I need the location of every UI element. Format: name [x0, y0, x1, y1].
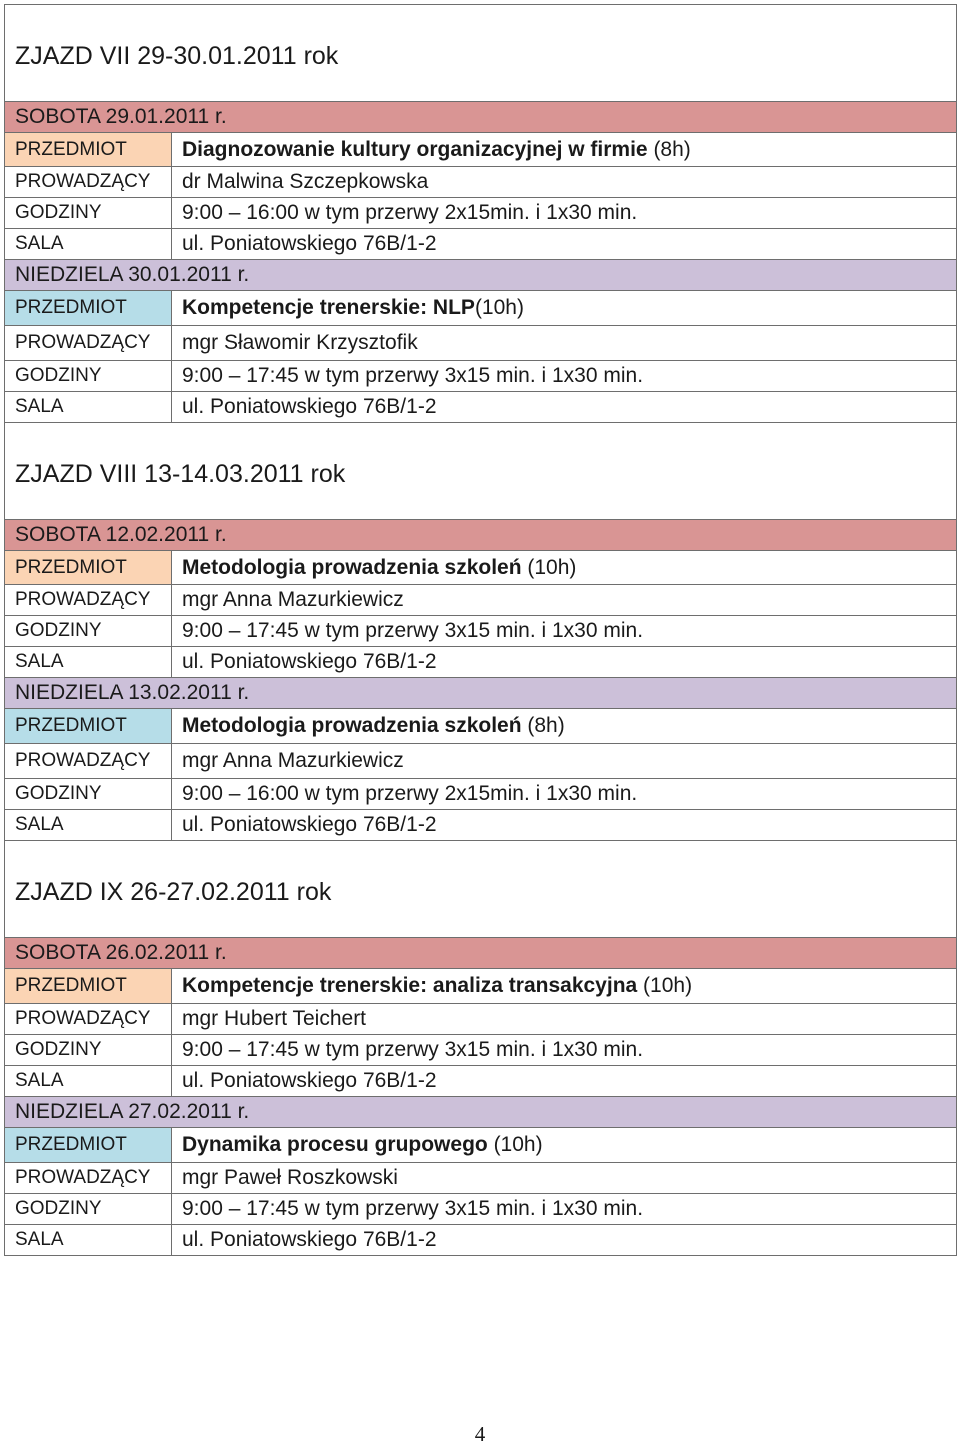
instructor-label: PROWADZĄCY: [5, 1004, 172, 1035]
day-header-saturday: [5, 520, 957, 551]
zjazd-header: [5, 841, 957, 938]
hours-row: [5, 1035, 957, 1066]
subject-value: [172, 969, 957, 1004]
instructor-value: mgr Anna Mazurkiewicz: [172, 744, 957, 779]
room-label: SALA: [5, 1066, 172, 1097]
subject-name: Kompetencje trenerskie: analiza transakcyjna: [182, 974, 638, 997]
schedule-document: [4, 4, 957, 1256]
room-value: ul. Poniatowskiego 76B/1-2: [172, 1066, 957, 1097]
subject-row: [5, 291, 957, 326]
day-header-saturday: [5, 938, 957, 969]
instructor-label: PROWADZĄCY: [5, 1163, 172, 1194]
hours-label: GODZINY: [5, 616, 172, 647]
subject-hours: (10h): [521, 555, 577, 579]
subject-label: PRZEDMIOT: [5, 551, 172, 585]
instructor-value: mgr Anna Mazurkiewicz: [172, 585, 957, 616]
hours-label: GODZINY: [5, 1035, 172, 1066]
hours-value: 9:00 – 17:45 w tym przerwy 3x15 min. i 1x30 min.: [172, 361, 957, 392]
day-header-saturday: [5, 102, 957, 133]
subject-row: [5, 551, 957, 585]
room-row: [5, 647, 957, 678]
subject-name: Dynamika procesu grupowego: [182, 1133, 488, 1156]
instructor-row: [5, 744, 957, 779]
instructor-value: mgr Hubert Teichert: [172, 1004, 957, 1035]
instructor-value: mgr Paweł Roszkowski: [172, 1163, 957, 1194]
subject-value: [172, 709, 957, 744]
subject-hours: (10h): [487, 1133, 543, 1156]
subject-hours: (8h): [521, 714, 565, 737]
hours-label: GODZINY: [5, 198, 172, 229]
day-header-sunday: [5, 678, 957, 709]
zjazd-header: [5, 423, 957, 520]
room-value: ul. Poniatowskiego 76B/1-2: [172, 392, 957, 423]
subject-value: [172, 1128, 957, 1163]
subject-name: Metodologia prowadzenia szkoleń: [182, 714, 522, 737]
subject-hours: (8h): [647, 137, 691, 161]
schedule-table: [4, 4, 957, 1256]
instructor-value: mgr Sławomir Krzysztofik: [172, 326, 957, 361]
subject-name: Diagnozowanie kultury organizacyjnej w firmie: [182, 137, 648, 161]
room-row: [5, 229, 957, 260]
room-label: SALA: [5, 647, 172, 678]
instructor-row: [5, 167, 957, 198]
hours-value: 9:00 – 17:45 w tym przerwy 3x15 min. i 1x30 min.: [172, 1194, 957, 1225]
instructor-label: PROWADZĄCY: [5, 744, 172, 779]
subject-row: [5, 133, 957, 167]
instructor-label: PROWADZĄCY: [5, 326, 172, 361]
instructor-row: [5, 1004, 957, 1035]
instructor-value: dr Malwina Szczepkowska: [172, 167, 957, 198]
subject-name: Kompetencje trenerskie: NLP: [182, 296, 475, 319]
subject-row: [5, 1128, 957, 1163]
room-label: SALA: [5, 810, 172, 841]
subject-value: [172, 133, 957, 167]
instructor-row: [5, 1163, 957, 1194]
room-row: [5, 810, 957, 841]
subject-label: PRZEDMIOT: [5, 133, 172, 167]
subject-label: PRZEDMIOT: [5, 291, 172, 326]
zjazd-title: ZJAZD VII 29-30.01.2011 rok: [15, 42, 339, 70]
subject-hours: (10h): [474, 296, 524, 319]
day-title: NIEDZIELA 27.02.2011 r.: [5, 1097, 957, 1128]
instructor-label: PROWADZĄCY: [5, 585, 172, 616]
room-label: SALA: [5, 1225, 172, 1256]
day-title: NIEDZIELA 13.02.2011 r.: [5, 678, 957, 709]
instructor-label: PROWADZĄCY: [5, 167, 172, 198]
subject-row: [5, 969, 957, 1004]
subject-row: [5, 709, 957, 744]
room-value: ul. Poniatowskiego 76B/1-2: [172, 229, 957, 260]
subject-label: PRZEDMIOT: [5, 1128, 172, 1163]
day-title: SOBOTA 12.02.2011 r.: [5, 520, 957, 551]
day-header-sunday: [5, 260, 957, 291]
zjazd-header: [5, 5, 957, 102]
subject-label: PRZEDMIOT: [5, 969, 172, 1004]
subject-value: [172, 291, 957, 326]
subject-hours: (10h): [637, 974, 693, 997]
room-value: ul. Poniatowskiego 76B/1-2: [172, 810, 957, 841]
room-label: SALA: [5, 229, 172, 260]
room-row: [5, 392, 957, 423]
instructor-row: [5, 326, 957, 361]
zjazd-title: ZJAZD IX 26-27.02.2011 rok: [15, 878, 332, 906]
day-title: SOBOTA 26.02.2011 r.: [5, 938, 957, 969]
zjazd-title: ZJAZD VIII 13-14.03.2011 rok: [15, 460, 346, 488]
room-label: SALA: [5, 392, 172, 423]
hours-label: GODZINY: [5, 779, 172, 810]
room-row: [5, 1066, 957, 1097]
day-title: NIEDZIELA 30.01.2011 r.: [5, 260, 957, 291]
day-title: SOBOTA 29.01.2011 r.: [5, 102, 957, 133]
hours-label: GODZINY: [5, 361, 172, 392]
hours-row: [5, 361, 957, 392]
hours-label: GODZINY: [5, 1194, 172, 1225]
room-value: ul. Poniatowskiego 76B/1-2: [172, 647, 957, 678]
instructor-row: [5, 585, 957, 616]
room-row: [5, 1225, 957, 1256]
hours-value: 9:00 – 16:00 w tym przerwy 2x15min. i 1x30 min.: [172, 198, 957, 229]
hours-value: 9:00 – 17:45 w tym przerwy 3x15 min. i 1x30 min.: [172, 616, 957, 647]
hours-row: [5, 1194, 957, 1225]
subject-label: PRZEDMIOT: [5, 709, 172, 744]
room-value: ul. Poniatowskiego 76B/1-2: [172, 1225, 957, 1256]
subject-name: Metodologia prowadzenia szkoleń: [182, 555, 522, 579]
day-header-sunday: [5, 1097, 957, 1128]
hours-value: 9:00 – 17:45 w tym przerwy 3x15 min. i 1x30 min.: [172, 1035, 957, 1066]
hours-row: [5, 779, 957, 810]
page-number: 4: [474, 1422, 486, 1446]
hours-row: [5, 198, 957, 229]
hours-value: 9:00 – 16:00 w tym przerwy 2x15min. i 1x30 min.: [172, 779, 957, 810]
subject-value: [172, 551, 957, 585]
hours-row: [5, 616, 957, 647]
